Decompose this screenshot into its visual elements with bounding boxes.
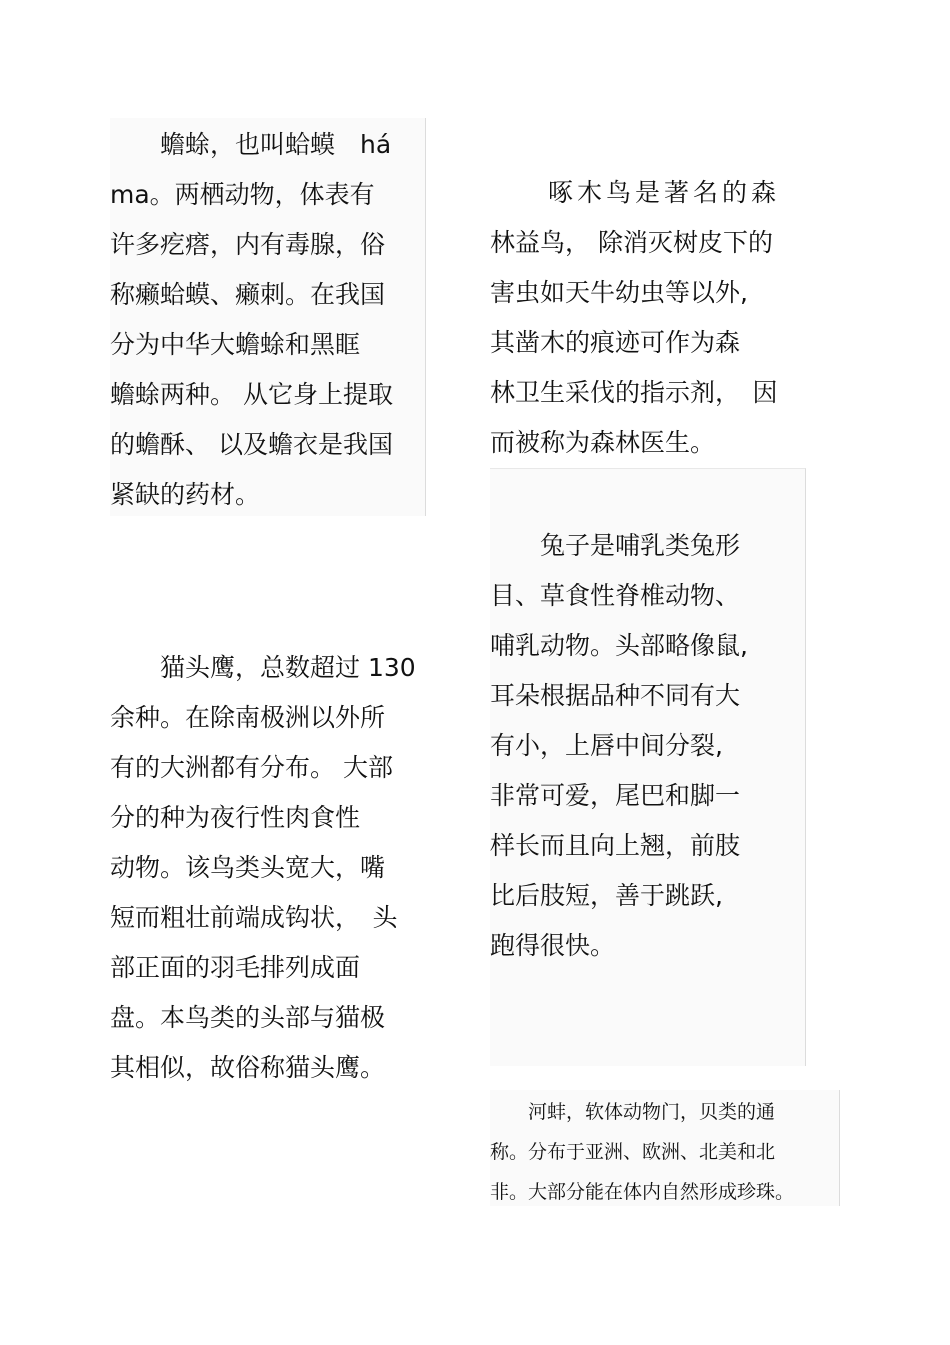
passage-line: 有的大洲都有分布。 大部 (110, 753, 393, 782)
passage-rabbit (490, 468, 806, 1066)
passage-line: 猫头鹰，总数超过 130 (110, 653, 416, 682)
passage-line: 哺乳动物。头部略像鼠, (490, 631, 748, 660)
passage-line: 蟾蜍，也叫蛤蟆 há (110, 130, 392, 159)
passage-line: ma。两栖动物，体表有 (110, 180, 375, 209)
passage-line: 盘。本鸟类的头部与猫极 (110, 1003, 386, 1032)
passage-line: 其凿木的痕迹可作为森 (490, 328, 741, 357)
passage-line: 非。大部分能在体内自然形成珍珠。 (490, 1181, 795, 1203)
passage-line: 林卫生采伐的指示剂， 因 (490, 378, 778, 407)
passage-line: 其相似，故俗称猫头鹰。 (110, 1053, 386, 1082)
passage-line: 非常可爱，尾巴和脚一 (490, 781, 741, 810)
passage-line: 称。分布于亚洲、欧洲、北美和北 (490, 1141, 776, 1163)
passage-line: 目、草食性脊椎动物、 (490, 581, 741, 610)
passage-line: 分为中华大蟾蜍和黑眶 (110, 330, 361, 359)
passage-line: 而被称为森林医生。 (490, 428, 716, 457)
passage-line: 兔子是哺乳类兔形 (490, 531, 741, 560)
passage-line: 蟾蜍两种。 从它身上提取 (110, 380, 393, 409)
passage-line: 称癞蛤蟆、癞刺。在我国 (110, 280, 386, 309)
passage-line: 啄木鸟是著名的森 (490, 178, 781, 207)
passage-line: 耳朵根据品种不同有大 (490, 681, 741, 710)
passage-line: 比后肢短，善于跳跃, (490, 881, 723, 910)
passage-line: 河蚌，软体动物门，贝类的通 (490, 1101, 776, 1123)
passage-line: 样长而且向上翘，前肢 (490, 831, 741, 860)
passage-line: 林益鸟， 除消灭树皮下的 (490, 228, 773, 257)
passage-line: 分的种为夜行性肉食性 (110, 803, 361, 832)
passage-line: 紧缺的药材。 (110, 480, 261, 509)
passage-line: 的蟾酥、 以及蟾衣是我国 (110, 430, 393, 459)
passage-line: 许多疙瘩，内有毒腺，俗 (110, 230, 386, 259)
passage-mussel (490, 1090, 840, 1206)
passage-line: 短而粗壮前端成钩状， 头 (110, 903, 398, 932)
passage-line: 跑得很快。 (490, 931, 616, 960)
passage-line: 害虫如天牛幼虫等以外, (490, 278, 748, 307)
passage-line: 余种。在除南极洲以外所 (110, 703, 386, 732)
passage-toad (110, 118, 426, 516)
passage-line: 部正面的羽毛排列成面 (110, 953, 361, 982)
passage-line: 有小，上唇中间分裂, (490, 731, 723, 760)
passage-owl (110, 643, 440, 1103)
passage-line: 动物。该鸟类头宽大，嘴 (110, 853, 386, 882)
passage-woodpecker (490, 168, 820, 468)
